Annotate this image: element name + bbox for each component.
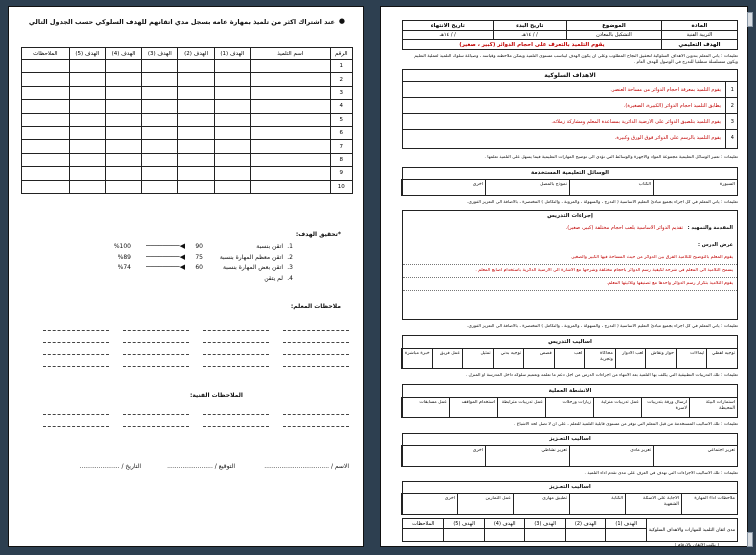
table-cell[interactable] <box>142 167 178 180</box>
arrow-icon: ◀──────── <box>145 252 185 261</box>
option-cell[interactable] <box>615 348 646 369</box>
mastery-cell[interactable] <box>403 529 444 542</box>
row-number: 7 <box>330 140 352 153</box>
table-cell[interactable] <box>214 140 250 153</box>
option-cell[interactable] <box>401 445 485 467</box>
table-cell[interactable] <box>178 167 214 180</box>
option-cell[interactable] <box>569 445 653 467</box>
table-cell[interactable] <box>22 167 70 180</box>
option-cell[interactable] <box>401 397 449 418</box>
option-cell[interactable] <box>401 179 485 196</box>
table-cell[interactable] <box>22 180 70 193</box>
option-cell[interactable] <box>432 348 463 369</box>
table-cell[interactable] <box>142 73 178 86</box>
reinforcement-title: اساليب التعـزيز <box>549 436 591 442</box>
lesson-line: يسمح التلاميذ الى المعلم في شرحه لكيفية رسم الدوائر بأحجام مختلفة وشرحها مع الاشارة الى الارضية الدائرية باستخدام اصابع المعلم . <box>475 268 733 273</box>
behavior-goal-text: يطابق التلميذ احجام الدوائر (الكبيرة، الصغيرة). <box>623 103 721 109</box>
header-labels-row <box>403 21 738 31</box>
row-number: 2 <box>330 73 352 86</box>
table-cell[interactable] <box>105 126 141 139</box>
table-cell[interactable] <box>69 60 105 73</box>
evaluation-box <box>402 481 738 515</box>
instruction-evaluation: تعليمات : تلك الاساليب الاجراءات التي تهدف في العرف على مدى تقدم اداء التلميذ . <box>584 471 738 476</box>
table-cell[interactable] <box>22 153 70 166</box>
table-row <box>22 100 353 113</box>
header-value-cell: التربية الفنية <box>661 31 737 40</box>
blank-note-line[interactable] <box>283 354 349 355</box>
blank-note-line[interactable] <box>283 414 349 415</box>
achievement-value: 90 <box>195 243 203 250</box>
procedures-title: إجراءات التدريس <box>547 213 593 219</box>
option-cell[interactable] <box>554 348 585 369</box>
header-values-row <box>403 31 738 40</box>
option-cell[interactable] <box>401 348 432 369</box>
table-cell[interactable] <box>250 126 330 139</box>
instruction-methods: تعليمات : يأتي المعلم في كل اجراء بجميع مبادئ التعليم الاساسية ( التدرج ، والسهولة ، والمرونة ، والتكامل ) المختصرة ، بالاضافة الى التعزيز الفوري. <box>466 324 738 329</box>
behavior-number: 3 <box>730 119 734 125</box>
option-label: ايماءات <box>690 351 705 356</box>
aids-box <box>402 167 738 196</box>
table-cell[interactable] <box>105 180 141 193</box>
behavior-goals-box <box>402 69 738 149</box>
table-cell[interactable] <box>250 153 330 166</box>
table-cell[interactable] <box>214 153 250 166</box>
blank-note-line[interactable] <box>123 426 189 427</box>
table-cell[interactable] <box>250 113 330 126</box>
option-label: اخرى <box>472 448 483 453</box>
behavior-row-line <box>403 81 737 82</box>
table-cell[interactable] <box>142 60 178 73</box>
mastery-header-cell: الهدف (4) <box>484 519 525 529</box>
option-cell[interactable] <box>545 397 593 418</box>
option-label: الكتابة <box>611 496 623 501</box>
option-label: اخرى <box>444 496 455 501</box>
table-row <box>22 140 353 153</box>
blank-note-line[interactable] <box>123 342 189 343</box>
tech-notes-label: الملاحظات الفنية: <box>190 392 243 399</box>
left-title: عند اشتراك اكثر من تلميذ بمهارة عامه بسجل مدي اتقانهم للهدف السلوكي حسب الجدول التالي <box>28 18 335 26</box>
option-cell[interactable] <box>462 348 493 369</box>
blank-note-line[interactable] <box>283 330 349 331</box>
option-label: ارسال ورقة بتدريبات لاسرة <box>647 400 687 411</box>
option-label: عمل التمارين <box>485 496 511 501</box>
achievement-label: اتقن معظم المهارة بنسبة <box>219 253 283 261</box>
table-cell[interactable] <box>22 100 70 113</box>
option-label: تعزيز مادي <box>630 448 651 453</box>
table-row <box>22 60 353 73</box>
option-cell[interactable] <box>584 348 615 369</box>
behavior-number: 1 <box>730 87 734 93</box>
option-label: لعب <box>574 351 583 356</box>
table-cell[interactable] <box>105 73 141 86</box>
mastery-note: ( يكتب الاتقان بالارقام ) <box>674 543 719 548</box>
behavior-row-line <box>403 113 737 114</box>
table-cell[interactable] <box>69 100 105 113</box>
arrow-icon: ◀──────── <box>145 263 185 271</box>
table-cell[interactable] <box>69 73 105 86</box>
table-cell[interactable] <box>178 100 214 113</box>
instruction-behavior: تعليمات : يأتي المعلم بتدوين الاهداف السلوكية لتحقيق النجاح المطلوب وعلى أن يكون الهدف ليناسب مستوى التلميذ ويمكن ملاحظته وقياسه ، وصياغة سلوك التلميذ لعملية التعليم ويكون متسلسلة منطقيا للتدرج في الوصول للهدف العام . <box>414 54 738 65</box>
row-number: 6 <box>330 126 352 139</box>
header-value-cell: التشكيل بالمعادن <box>567 31 662 40</box>
teacher-notes-label: ملاحظات المعلم: <box>290 303 341 310</box>
activities-box <box>402 384 738 418</box>
table-cell[interactable] <box>178 126 214 139</box>
achievement-percent: %100 <box>113 243 131 250</box>
instruction-activities: تعليمات : تلك التدريبات التطبيقية التي يكلف بها التلميذ بعد الانتهاء من اجراءات الدرس من اجل دعم ما تعلمه وتعميم سلوكه داخل المدرسة او المنزل . <box>465 373 738 378</box>
behavior-goal-text: يقوم التلميذ بمعرفة احجام الدوائر من مساحة العنصر. <box>610 87 721 93</box>
option-cell[interactable] <box>653 445 737 467</box>
option-cell[interactable] <box>653 179 737 196</box>
achievement-number: 1. <box>287 243 293 250</box>
option-label: محاكاة وتجربة <box>600 351 613 362</box>
mastery-header-cell: الهدف (5) <box>444 519 485 529</box>
methods-title: اساليب التدريس <box>548 339 592 345</box>
reinforcement-box <box>402 433 738 467</box>
header-label-cell: المادة <box>661 21 737 31</box>
blank-note-line[interactable] <box>123 414 189 415</box>
left-page <box>8 6 364 547</box>
row-number: 9 <box>330 167 352 180</box>
table-header-row <box>22 48 353 60</box>
option-label: لعب الادوار <box>622 351 644 356</box>
behavior-number: 2 <box>730 103 734 109</box>
table-cell[interactable] <box>214 113 250 126</box>
table-cell[interactable] <box>142 140 178 153</box>
option-cell[interactable] <box>449 397 497 418</box>
footer-date: التاريخ / ..................... <box>79 463 141 470</box>
right-page <box>380 6 748 547</box>
behavior-goal-text: يقوم التلميذ بالرسم على الدوائر فوق الورق وكبيرة. <box>614 135 721 141</box>
option-label: نموذج بالمصل <box>540 182 567 187</box>
table-cell[interactable] <box>22 73 70 86</box>
option-label: عمل فريق <box>439 351 461 356</box>
table-header-cell: الرقم <box>330 48 352 60</box>
table-header-cell: الهدف (2) <box>178 48 214 60</box>
arrow-icon: ◀──────── <box>145 242 185 250</box>
table-cell[interactable] <box>105 113 141 126</box>
table-cell[interactable] <box>105 140 141 153</box>
table-row <box>22 153 353 166</box>
table-cell[interactable] <box>142 100 178 113</box>
achievement-number: 2. <box>287 253 293 261</box>
goal-text: يقوم التلميذ بالتعرف على احجام الدوائر (كبير ، صغير) <box>403 40 662 50</box>
mastery-cell[interactable] <box>525 529 566 542</box>
methods-box <box>402 335 738 369</box>
table-cell[interactable] <box>214 100 250 113</box>
table-row <box>22 73 353 86</box>
lesson-line: يقوم التلاميذ بتكرار رسم الدوائر واحدها مع تصنيفها وثلاثيتها المعلم. <box>606 281 733 286</box>
table-cell[interactable] <box>69 180 105 193</box>
table-cell[interactable] <box>69 153 105 166</box>
blank-note-line[interactable] <box>283 426 349 427</box>
table-row <box>22 180 353 193</box>
option-label: توجيه لفظي <box>711 351 735 356</box>
blank-note-line[interactable] <box>43 426 109 427</box>
activities-title: الانشطة العملية <box>548 388 592 394</box>
table-cell[interactable] <box>69 86 105 99</box>
option-label: قصص <box>539 351 552 356</box>
option-label: الاجابة على الاسئلة الشفهية <box>642 496 679 507</box>
blank-note-line[interactable] <box>123 354 189 355</box>
table-header-cell: الهدف (1) <box>214 48 250 60</box>
goal-label: الهدف التعليمي <box>661 40 737 50</box>
achievement-label: اتقن بنسبة <box>256 243 283 250</box>
table-cell[interactable] <box>105 100 141 113</box>
achievement-title: *تحقيق الهدف: <box>295 231 341 238</box>
mastery-header-cell: الهدف (1) <box>606 519 647 529</box>
blank-note-line[interactable] <box>43 354 109 355</box>
mastery-header-cell: الهدف (2) <box>565 519 606 529</box>
behavior-divider <box>725 81 726 148</box>
table-cell[interactable] <box>142 126 178 139</box>
option-label: السبورة <box>719 182 735 187</box>
row-number: 4 <box>330 100 352 113</box>
footer-name: الاسم / .................................. <box>264 463 349 470</box>
table-cell[interactable] <box>250 73 330 86</box>
table-cell[interactable] <box>105 153 141 166</box>
row-number: 10 <box>330 180 352 193</box>
table-cell[interactable] <box>214 180 250 193</box>
option-cell[interactable] <box>641 397 689 418</box>
row-number: 3 <box>330 86 352 99</box>
table-cell[interactable] <box>214 126 250 139</box>
option-label: تطبيق مهاري <box>542 496 567 501</box>
behavior-row-line <box>403 129 737 130</box>
option-label: الكتاب <box>638 182 651 187</box>
table-cell[interactable] <box>142 86 178 99</box>
row-number: 5 <box>330 113 352 126</box>
lesson-line: يقوم المعلم بالتوضيح للتلاميذ الفرق بين الدوائر من حيث المساحة فيها الكبير والصغير. <box>570 255 733 260</box>
table-row <box>22 86 353 99</box>
table-cell[interactable] <box>22 113 70 126</box>
table-cell[interactable] <box>105 86 141 99</box>
header-label-cell: الموضوع <box>567 21 662 31</box>
intro-text: تقديم الدوائر الاساسية بلعب احجام مختلفة (كبير، صغير). <box>565 225 683 231</box>
option-cell[interactable] <box>569 493 625 515</box>
table-cell[interactable] <box>178 153 214 166</box>
option-label: زيارات ورحلات <box>562 400 591 405</box>
blank-note-line[interactable] <box>43 330 109 331</box>
achievement-percent: %89 <box>117 253 131 261</box>
table-cell[interactable] <box>214 167 250 180</box>
table-cell[interactable] <box>178 73 214 86</box>
footer-signature: التوقيع / ........................ <box>167 463 235 470</box>
option-label: ملاحظات اداء المهارة <box>694 496 735 501</box>
option-cell[interactable] <box>523 348 554 369</box>
instruction-aids: تعليمات : تعتبر الوسائل التعليمية مجموعة المواد والاجهزة والوسائط التي تؤدي الى توضيح المهارات التعليمية فيما يسهل على التلميذ تعلمها . <box>484 155 738 160</box>
table-cell[interactable] <box>105 167 141 180</box>
table-cell[interactable] <box>69 113 105 126</box>
option-label: تعزيز نشاطي <box>541 448 567 453</box>
achievement-number: 3. <box>287 264 293 271</box>
procedures-box <box>402 210 738 320</box>
blank-note-line[interactable] <box>43 414 109 415</box>
behavior-title: الاهداف السلوكية <box>544 72 596 79</box>
table-cell[interactable] <box>142 153 178 166</box>
header-value-cell: / / ١٤هـ <box>403 31 494 40</box>
table-cell[interactable] <box>22 60 70 73</box>
option-cell[interactable] <box>493 348 524 369</box>
option-label: استخدام المواقف <box>461 400 495 405</box>
table-cell[interactable] <box>250 180 330 193</box>
option-cell[interactable] <box>689 397 737 418</box>
lesson-header-table <box>402 20 738 50</box>
blank-note-line[interactable] <box>43 366 109 367</box>
table-cell[interactable] <box>250 140 330 153</box>
blank-note-line[interactable] <box>203 366 269 367</box>
table-cell[interactable] <box>142 113 178 126</box>
blank-note-line[interactable] <box>283 366 349 367</box>
option-cell[interactable] <box>485 445 569 467</box>
option-label: عمل مسابقات <box>419 400 447 405</box>
table-cell[interactable] <box>69 167 105 180</box>
table-row <box>22 126 353 139</box>
mastery-header-cell: الهدف (3) <box>525 519 566 529</box>
intro-label: المقدمة والتمهيد : <box>687 225 733 231</box>
scrollbar-handle-bottom[interactable] <box>747 532 753 547</box>
blank-note-line[interactable] <box>123 330 189 331</box>
table-cell[interactable] <box>250 60 330 73</box>
table-header-cell: الهدف (3) <box>142 48 178 60</box>
option-cell[interactable] <box>676 348 707 369</box>
option-cell[interactable] <box>593 397 641 418</box>
blank-note-line[interactable] <box>203 414 269 415</box>
instruction-procedures: تعليمات : يأتي المعلم في كل اجراء بجميع مبادئ التعليم الاساسية ( التدرج ، والسهولة ، والمرونة ، والتكامل ) المختصرة ، بالاضافة الى التعزيز الفوري. <box>466 200 738 205</box>
behavior-row-line <box>403 97 737 98</box>
mastery-cell[interactable] <box>606 529 647 542</box>
option-label: استمارات البيئة المحيطة <box>705 400 735 411</box>
behavior-number: 4 <box>730 135 734 141</box>
blank-note-line[interactable] <box>123 366 189 367</box>
row-number: 8 <box>330 153 352 166</box>
table-cell[interactable] <box>214 73 250 86</box>
table-row <box>22 167 353 180</box>
table-cell[interactable] <box>142 180 178 193</box>
table-cell[interactable] <box>22 140 70 153</box>
blank-note-line[interactable] <box>203 330 269 331</box>
table-cell[interactable] <box>178 86 214 99</box>
table-cell[interactable] <box>178 180 214 193</box>
mastery-header-row <box>403 519 738 529</box>
option-cell[interactable] <box>569 179 653 196</box>
header-label-cell: تاريخ الانتهاء <box>403 21 494 31</box>
lesson-line-rule <box>403 290 737 291</box>
table-cell[interactable] <box>250 100 330 113</box>
option-label: خبرة مباشرة <box>404 351 430 356</box>
table-cell[interactable] <box>178 60 214 73</box>
option-cell[interactable] <box>625 493 681 515</box>
option-label: اخرى <box>472 182 483 187</box>
blank-note-line[interactable] <box>43 342 109 343</box>
option-label: عمل تدريبات مترابطة <box>501 400 543 405</box>
achievement-percent: %74 <box>117 264 131 271</box>
goal-row <box>403 40 738 50</box>
option-label: توجيه بدني <box>500 351 522 356</box>
scrollbar-handle-top[interactable] <box>747 12 753 27</box>
option-cell[interactable] <box>513 493 569 515</box>
option-label: تمثيل <box>480 351 491 356</box>
option-cell[interactable] <box>681 493 737 515</box>
achievement-label: لم يتقن <box>264 274 283 282</box>
mastery-header-cell: الملاحظات <box>403 519 444 529</box>
option-cell[interactable] <box>645 348 676 369</box>
lesson-line-rule <box>403 264 737 265</box>
option-label: عمل تدريبات منزلية <box>601 400 639 405</box>
table-cell[interactable] <box>22 86 70 99</box>
table-cell[interactable] <box>214 86 250 99</box>
behavior-goal-text: يقوم التلميذ بتلصيق الدوائر على الارضية الدائرية بمساعدة المعلم ومشاركة زملائه. <box>551 119 721 125</box>
table-cell[interactable] <box>69 140 105 153</box>
table-cell[interactable] <box>105 60 141 73</box>
table-row <box>22 113 353 126</box>
table-cell[interactable] <box>178 140 214 153</box>
instruction-reinforcement: تعليمات : تلك الاساليب المستخدمة من قبل المعلم التي توفر من مستوى قابلية التلميذ للتعلم ، على ان لا تصل لحد الاشباع . <box>513 422 738 427</box>
aids-title: الوسائل التعليمية المستخدمة <box>530 170 610 176</box>
option-cell[interactable] <box>457 493 513 515</box>
header-label-cell: تاريخ البدء <box>493 21 566 31</box>
option-label: حوار ونقاش <box>650 351 674 356</box>
option-cell[interactable] <box>497 397 545 418</box>
achievement-number: 4. <box>287 274 293 282</box>
mastery-label: مدى اتقان التلميذ للمهارات والاهداف السلوكية <box>647 519 738 542</box>
table-cell[interactable] <box>250 167 330 180</box>
option-cell[interactable] <box>485 179 569 196</box>
table-header-cell: الملاحظات <box>22 48 70 60</box>
lesson-line-rule <box>403 277 737 278</box>
mastery-cell[interactable] <box>484 529 525 542</box>
blank-note-line[interactable] <box>283 342 349 343</box>
achievement-value: 60 <box>195 264 203 271</box>
table-cell[interactable] <box>22 126 70 139</box>
blank-note-line[interactable] <box>203 342 269 343</box>
table-cell[interactable] <box>214 60 250 73</box>
mastery-cell[interactable] <box>565 529 606 542</box>
table-header-cell: الهدف (5) <box>69 48 105 60</box>
row-number: 1 <box>330 60 352 73</box>
mastery-table <box>21 47 353 194</box>
mastery-cell[interactable] <box>444 529 485 542</box>
achievement-value: 75 <box>195 253 203 261</box>
mastery-goals-table <box>402 518 738 542</box>
achievement-label: اتقن بعض المهارة بنسبة <box>222 264 283 271</box>
evaluation-title: اساليب التعـزيز <box>549 484 591 490</box>
bullet-icon: ● <box>338 17 345 25</box>
table-cell[interactable] <box>178 113 214 126</box>
option-cell[interactable] <box>706 348 737 369</box>
table-cell[interactable] <box>250 86 330 99</box>
blank-note-line[interactable] <box>203 426 269 427</box>
table-cell[interactable] <box>69 126 105 139</box>
header-value-cell: / / ١٤هـ <box>493 31 566 40</box>
option-label: تعزيز اجتماعي <box>707 448 735 453</box>
presentation-label: عرض الدرس : <box>698 242 733 248</box>
blank-note-line[interactable] <box>203 354 269 355</box>
table-header-cell: اسم التلميذ <box>250 48 330 60</box>
table-header-cell: الهدف (4) <box>105 48 141 60</box>
option-cell[interactable] <box>401 493 457 515</box>
